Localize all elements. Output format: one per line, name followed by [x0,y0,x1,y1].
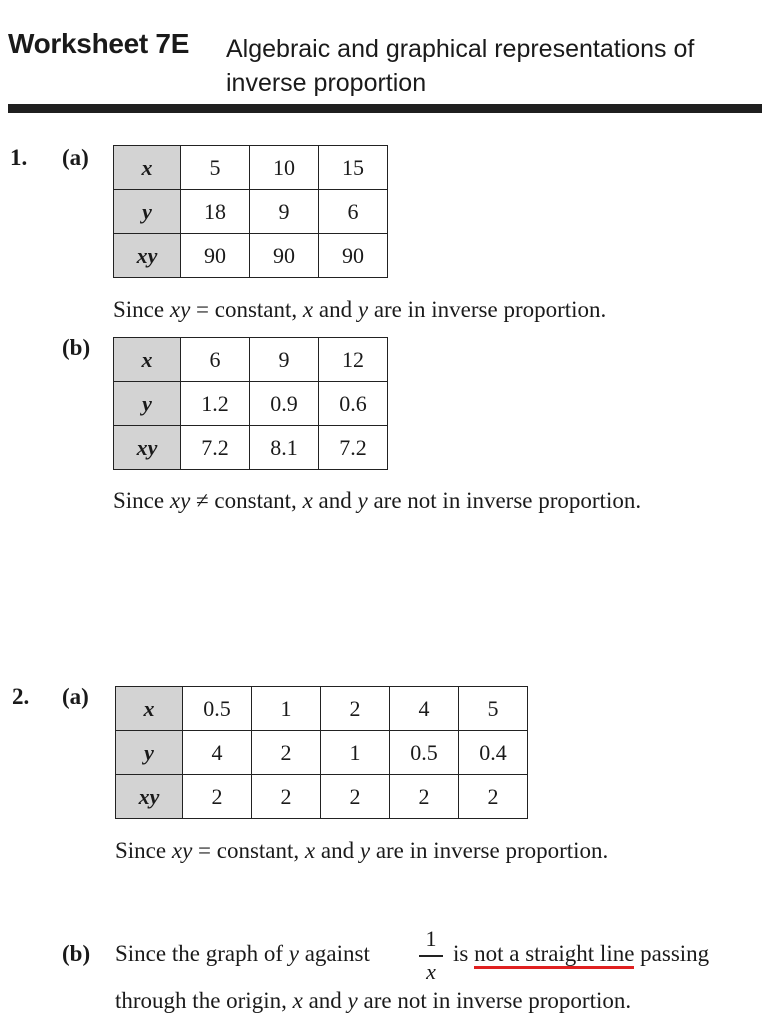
table-cell: 90 [250,234,319,278]
table-cell: 2 [183,775,252,819]
fraction-one-over-x [419,926,443,985]
math-var: y [347,988,358,1013]
question-2a-label: (a) [62,684,89,709]
red-underlined-phrase: not a straight line [474,941,634,969]
question-1a-label: (a) [62,145,89,170]
q1b-table [113,337,388,470]
row-header-x: x [116,687,183,731]
table-cell: 2 [390,775,459,819]
row-header-y: y [114,382,181,426]
table-cell: 2 [252,775,321,819]
text: are in inverse proportion. [373,297,607,322]
table-cell: 90 [319,234,388,278]
table-cell: 6 [181,338,250,382]
row-header-xy: xy [114,234,181,278]
math-var: y [359,838,371,863]
table-cell: 5 [181,146,250,190]
table-row [116,731,528,775]
table-cell: 15 [319,146,388,190]
math-var: xy [169,488,191,513]
math-var: x [304,838,316,863]
fraction-bar [419,955,443,957]
row-header-x: x [114,338,181,382]
table-cell: 2 [252,731,321,775]
q1a-table [113,145,388,278]
table-cell: 1 [252,687,321,731]
table-cell: 0.6 [319,382,388,426]
table-cell: 8.1 [250,426,319,470]
text: through the origin, [115,988,287,1013]
math-var: y [357,297,369,322]
text: ≠ constant, [196,488,297,513]
math-var: y [357,488,368,513]
text: and [320,838,355,863]
math-var: y [288,941,299,966]
fraction-numerator: 1 [425,926,437,951]
q2a-conclusion [115,838,608,864]
math-var: x [302,297,314,322]
table-cell: 2 [321,775,390,819]
row-header-xy: xy [116,775,183,819]
table-cell: 0.5 [390,731,459,775]
text: passing [640,941,710,966]
table-cell: 6 [319,190,388,234]
question-2b-label: (b) [62,941,91,966]
text: and [308,988,342,1013]
text: Since the graph of [115,941,283,966]
table-cell: 12 [319,338,388,382]
table-cell: 10 [250,146,319,190]
fraction-denominator: x [426,958,436,984]
row-header-x: x [114,146,181,190]
table-row [114,146,388,190]
question-2-number: 2. [12,684,30,709]
math-var: xy [169,297,191,322]
q2b-line2 [115,988,631,1014]
q1a-conclusion [113,297,606,323]
text: are not in inverse proportion. [363,988,632,1013]
worksheet-title: Algebraic and graphical representations of inverse proportion [226,35,695,97]
table-row [114,382,388,426]
question-1-number: 1. [10,145,28,170]
text: = constant, [198,838,300,863]
table-cell: 0.5 [183,687,252,731]
table-cell: 7.2 [319,426,388,470]
table-cell: 5 [459,687,528,731]
row-header-y: y [114,190,181,234]
table-cell: 0.4 [459,731,528,775]
table-cell: 2 [459,775,528,819]
table-cell: 0.9 [250,382,319,426]
table-row [114,234,388,278]
text: = constant, [196,297,298,322]
table-cell: 9 [250,338,319,382]
question-1b-label: (b) [62,335,91,360]
table-cell: 9 [250,190,319,234]
table-row [114,338,388,382]
table-cell: 4 [390,687,459,731]
math-var: xy [171,838,193,863]
text: and [318,488,352,513]
q2b-line1-end [453,941,709,967]
math-var: x [292,988,303,1013]
text: is [453,941,469,966]
table-row [114,190,388,234]
q2b-line1-start [115,941,370,967]
text: and [318,297,353,322]
table-cell: 18 [181,190,250,234]
table-row [116,687,528,731]
math-var: x [302,488,313,513]
worksheet-code: Worksheet 7E [8,28,190,59]
table-cell: 1 [321,731,390,775]
text: Since [113,488,165,513]
table-row [114,426,388,470]
row-header-xy: xy [114,426,181,470]
table-cell: 90 [181,234,250,278]
text: against [304,941,370,966]
table-cell: 4 [183,731,252,775]
q2a-table [115,686,528,819]
table-cell: 1.2 [181,382,250,426]
text: are not in inverse proportion. [373,488,642,513]
row-header-y: y [116,731,183,775]
text: Since [115,838,167,863]
text: are in inverse proportion. [375,838,609,863]
header-rule [8,104,762,113]
table-row [116,775,528,819]
table-cell: 2 [321,687,390,731]
text: Since [113,297,165,322]
q1b-conclusion [113,488,641,514]
table-cell: 7.2 [181,426,250,470]
